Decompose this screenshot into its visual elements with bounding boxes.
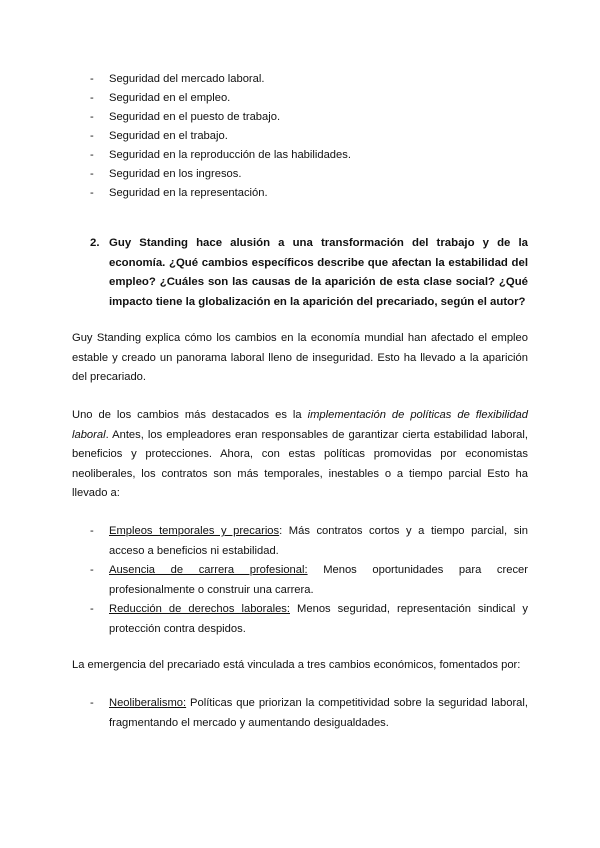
bullet-dash: - (90, 564, 94, 576)
list-item-term: Ausencia de carrera profesional: (109, 564, 308, 576)
list-item-term: Empleos temporales y precarios (109, 525, 280, 537)
paragraph-text: . Antes, los empleadores eran responsables de garantizar cierta estabilidad laboral, beneficios y protecciones. Ahora, con estas políticas promovidas por economistas neoliberales, los contratos son más temporales, inestables o a tiempo parcial Esto ha llevado a: (72, 428, 528, 499)
list-item-term: Reducción de derechos laborales: (109, 603, 290, 615)
bullet-dash: - (90, 73, 94, 85)
list-item-description: Menos seguridad, representación sindical y protección contra despidos. (109, 603, 528, 635)
paragraph-intro: Guy Standing explica cómo los cambios en la economía mundial han afectado el empleo estable y creado un panorama laboral lleno de inseguridad. Esto ha llevado a la aparición del precariado. (72, 332, 528, 383)
list-item (90, 561, 528, 600)
list-item-text (109, 694, 528, 733)
bullet-dash: - (90, 168, 94, 180)
question-number: 2. (90, 237, 100, 249)
list-item (90, 600, 528, 639)
list-item-description: Más contratos cortos y a tiempo parcial, sin acceso a beneficios ni estabilidad. (109, 525, 528, 557)
bullet-dash: - (90, 187, 94, 199)
list-item (90, 522, 528, 561)
emphasis-term: implementación de políticas de flexibilidad laboral (72, 409, 529, 441)
list-item (90, 694, 528, 733)
paragraph-text: Uno de los cambios más destacados es la (72, 409, 308, 421)
bullet-dash: - (90, 697, 94, 709)
list-item-text: Seguridad en los ingresos. (109, 168, 242, 180)
list-item-term: Neoliberalismo: (109, 697, 187, 709)
bullet-dash: - (90, 130, 94, 142)
bullet-dash: - (90, 111, 94, 123)
bullet-dash: - (90, 525, 94, 537)
list-item-text: Seguridad en el puesto de trabajo. (109, 111, 281, 123)
bullet-dash: - (90, 92, 94, 104)
question-2 (90, 234, 528, 312)
list-item-description: Políticas que priorizan la competitividad sobre la seguridad laboral, fragmentando el mercado y aumentando desigualdades. (109, 697, 528, 729)
list-item-text (109, 561, 528, 600)
bullet-dash: - (90, 603, 94, 615)
paragraph-flexibility (72, 406, 528, 504)
list-item-text (109, 600, 528, 639)
list-item-text: Seguridad en el empleo. (109, 92, 231, 104)
list-item-text: Seguridad en la representación. (109, 187, 268, 199)
question-text: Guy Standing hace alusión a una transformación del trabajo y de la economía. ¿Qué cambios específicos describe que afectan la estabilidad del empleo? ¿Cuáles son las causas de la aparición de esta clase social? ¿Qué impacto tiene la globalización en la aparición del precariado, según el autor? (109, 237, 528, 308)
list-item-text: Seguridad en la reproducción de las habilidades. (109, 149, 351, 161)
paragraph-emergence: La emergencia del precariado está vinculada a tres cambios económicos, fomentados por: (72, 659, 521, 671)
list-item-description: Menos oportunidades para crecer profesionalmente o construir una carrera. (109, 564, 528, 596)
list-item-text: Empleos temporales y precarios: Más contratos cortos y a tiempo parcial, sin acceso a beneficios ni estabilidad. (109, 525, 528, 557)
list-item-text: Seguridad en el trabajo. (109, 130, 228, 142)
list-item-text: Seguridad del mercado laboral. (109, 73, 265, 85)
bullet-dash: - (90, 149, 94, 161)
